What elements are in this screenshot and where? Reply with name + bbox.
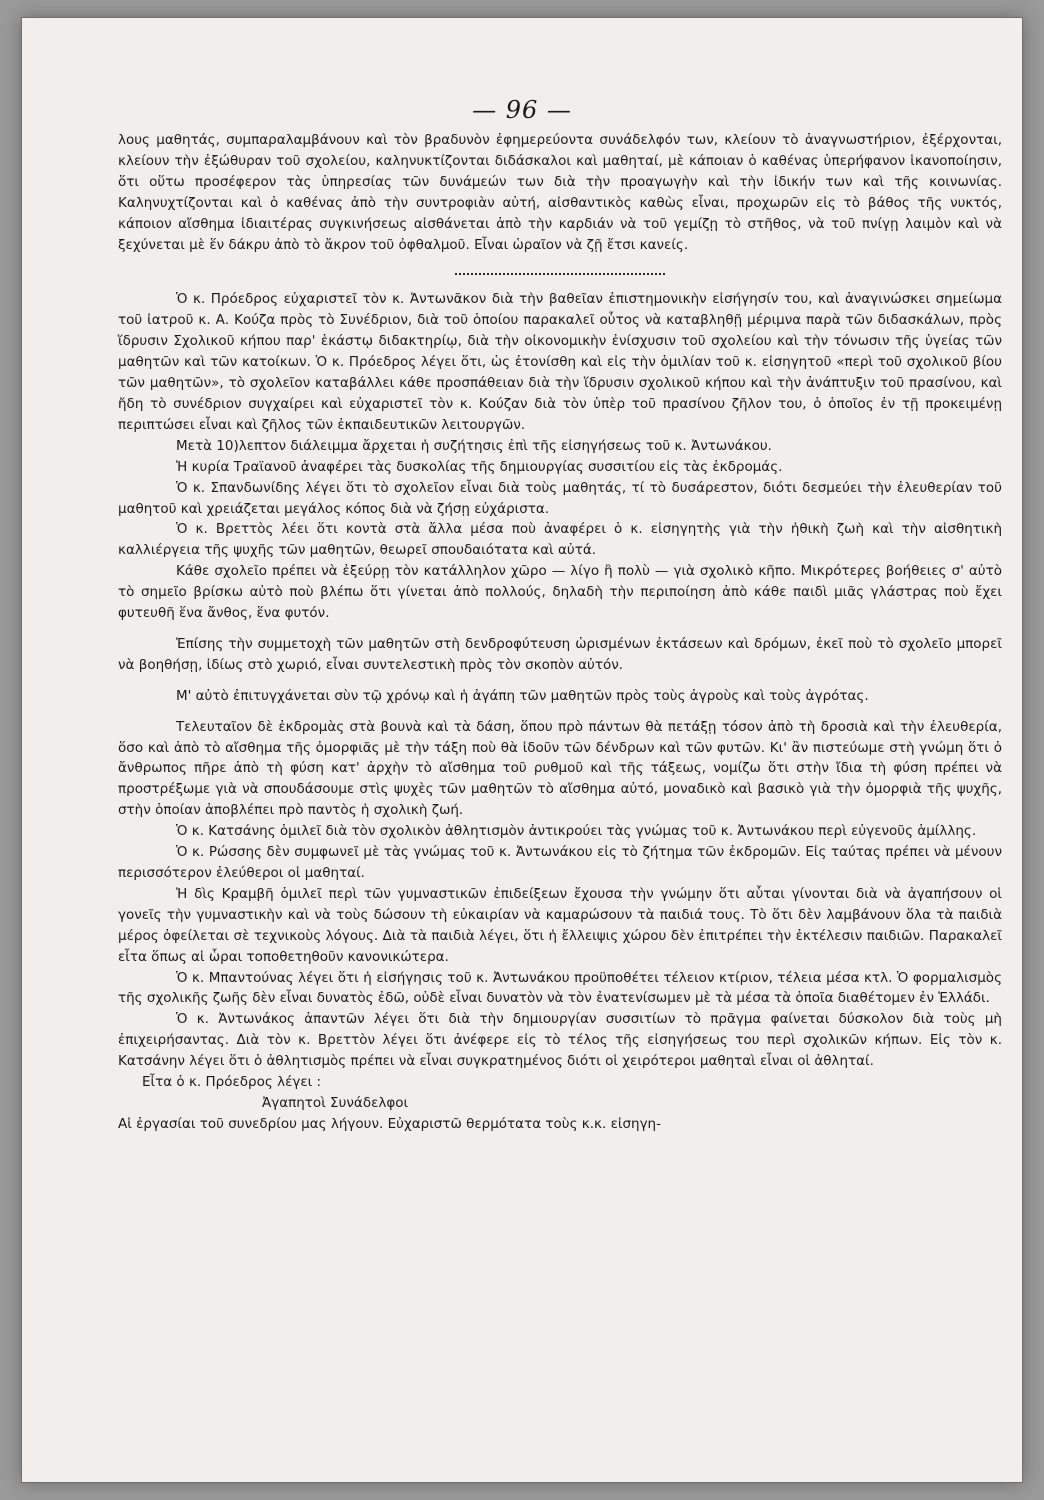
paragraph-school-garden: Κάθε σχολεῖο πρέπει νὰ ἐξεύρῃ τὸν κατάλληλον χῶρο — λίγο ἢ πολὺ — γιὰ σχολικὸ κῆπο. Μικρότερες βοήθειες σ' αὐτὸ τὸ σημεῖο βρίσκω αὐτὸ ποὺ βλέπω ὅτι γίνεται ἀπὸ πολλούς, δηλαδὴ τὴν περιποίηση ἀπὸ κάθε παιδὶ μιᾶς γλάστρας ποὺ ἔχει φυτευθῆ ἕνα ἄνθος, ἕνα φυτόν. <box>118 563 1002 622</box>
closing-line: Αἱ ἐργασίαι τοῦ συνεδρίου μας λήγουν. Εὐχαριστῶ θερμότατα τοὺς κ.κ. εἰσηγη- <box>118 1115 661 1132</box>
paragraph-brettos: Ὁ κ. Βρεττὸς λέει ὅτι κοντὰ στὰ ἄλλα μέσα ποὺ ἀναφέρει ὁ κ. εἰσηγητὴς γιὰ τὴν ἠθικὴ ζωὴ καὶ τὴν αἰσθητικὴ καλλιέργεια τῆς ψυχῆς τῶν μαθητῶν, θεωρεῖ σπουδαιότατα καὶ αὐτά. <box>118 521 1002 559</box>
section-divider <box>455 273 665 275</box>
presiding-line: Εἶτα ὁ κ. Πρόεδρος λέγει : <box>142 1074 322 1091</box>
paragraph-kramvi: Ἡ δὶς Κραμβῆ ὁμιλεῖ περὶ τῶν γυμναστικῶν ἐπιδείξεων ἔχουσα τὴν γνώμην ὅτι αὗται γίνονται διὰ νὰ ἀγαπήσουν οἱ γονεῖς τὴν γυμναστικὴν καὶ νὰ τοὺς δώσουν τὴ εὐκαιρίαν νὰ καμαρώσουν τὰ παιδιά τους. Τὸ ὅτι δὲν λαμβάνουν ὅλα τὰ παιδιὰ μέρος ὀφείλεται σὲ τεχνικοὺς λόγους. Διὰ τὰ παιδιὰ λέγει, ὅτι ἡ ἔλλειψις χώρου δὲν ἐπιτρέπει τὴν ἐκτέλεσιν παιδιῶν. Παρακαλεῖ εἶτα ὅπως αἱ ὧραι τοποθετηθοῦν κανονικώτερα. <box>118 885 1002 965</box>
document-page <box>22 18 1022 1482</box>
opening-paragraph: λους μαθητάς, συμπαραλαμβάνουν καὶ τὸν βραδυνὸν ἐφημερεύοντα συνάδελφόν των, κλείουν τὸ ἀναγνωστήριον, ἐξέρχονται, κλείουν τὴν ἐξώθυραν τοῦ σχολείου, καληνυκτίζονται διδάσκαλοι καὶ μαθηταί, μὲ κάποιαν ὁ καθένας ὑπερήφανον ἱκανοποίησιν, ὅτι οὕτω προσέφερον τὰς ὑπηρεσίας τῶν δυνάμεών των διὰ τὴν προαγωγὴν καὶ τὴν ἰδικήν των καὶ τῆς κοινωνίας. Καληνυχτίζονται καὶ ὁ καθένας ἀπὸ τὴν συντροφιὰν αὐτή, αἰσθαντικὸς καθὼς εἶναι, προχωρῶν εἰς τὸ βάθος τῆς νυκτός, κάποιον αἴσθημα ἰδιαιτέρας συγκινήσεως αἰσθάνεται ἀπὸ τὴν καρδιάν νὰ τοῦ γεμίζῃ τὸ στῆθος, νὰ τοῦ πνίγῃ λαιμὸν καὶ νὰ ξεχύνεται μὲ ἕν δάκρυ ἀπὸ τὸ ἄκρον τοῦ ὀφθαλμοῦ. Εἶναι ὡραῖον νὰ ζῇ ἔτσι κανείς. <box>118 132 1002 253</box>
paragraph-katsanis: Ὁ κ. Κατσάνης ὁμιλεῖ διὰ τὸν σχολικὸν ἀθλητισμὸν ἀντικρούει τὰς γνώμας τοῦ κ. Ἀντωνάκου περὶ εὐγενοῦς ἁμίλλης. <box>176 823 977 840</box>
paragraph-president-thanks: Ὁ κ. Πρόεδρος εὐχαριστεῖ τὸν κ. Ἀντωνᾶκον διὰ τὴν βαθεῖαν ἐπιστημονικὴν εἰσήγησίν του, καὶ ἀναγινώσκει σημείωμα τοῦ ἰατροῦ κ. Α. Κούζα πρὸς τὸ Συνέδριον, διὰ τοῦ ὁποίου παρακαλεῖ οὗτος νὰ καταβληθῇ μέριμνα παρὰ τῶν διδασκάλων, πρὸς ἵδρυσιν Σχολικοῦ κήπου παρ' ἑκάστῳ διδακτηρίῳ, διὰ τὴν οἰκονομικὴν ἐνίσχυσιν τοῦ σχολείου καὶ τὴν τόνωσιν τῆς ὑγείας τῶν μαθητῶν καὶ τῶν κατοίκων. Ὁ κ. Πρόεδρος λέγει ὅτι, ὡς ἐτονίσθη καὶ εἰς τὴν ὁμιλίαν τοῦ κ. εἰσηγητοῦ «περὶ τοῦ σχολικοῦ βίου τῶν μαθητῶν», τὸ σχολεῖον καταβάλλει κάθε προσπάθειαν διὰ τὴν ἵδρυσιν σχολικοῦ κήπου καὶ τὴν ἀνάπτυξιν τοῦ πρασίνου, καὶ ἤδη τὸ συνέδριον συγχαίρει καὶ εὐχαριστεῖ τὸν κ. Κούζαν διὰ τὸν ὑπὲρ τοῦ πρασίνου ζῆλον του, ὁ ὁποῖος ἐν τῇ προκειμένῃ περιπτώσει εἶναι καὶ ζῆλος τῶν ἐκπαιδευτικῶν λειτουργῶν. <box>118 291 1002 433</box>
paragraph-antonakos-reply: Ὁ κ. Ἀντωνάκος ἀπαντῶν λέγει ὅτι διὰ τὴν δημιουργίαν συσσιτίων τὸ πρᾶγμα φαίνεται δύσκολον διὰ τοὺς μὴ ἐπιχειρήσαντας. Διὰ τὸν κ. Βρεττὸν λέγει ὅτι ἀνέφερε εἰς τὸ τέλος τῆς εἰσηγήσεως του περὶ σχολικῶν κήπων. Εἰς τὸν κ. Κατσάνην λέγει ὅτι ὁ ἀθλητισμὸς πρέπει νὰ εἶναι συγκρατημένος διότι οἱ χειρότεροι μαθηταὶ εἶναι οἱ ἀθληταί. <box>118 1011 1002 1070</box>
paragraph-tree-planting: Ἐπίσης τὴν συμμετοχὴ τῶν μαθητῶν στὴ δενδροφύτευση ὡρισμένων ἐκτάσεων καὶ δρόμων, ἐκεῖ ποὺ τὸ σχολεῖο μπορεῖ νὰ βοηθήσῃ, ἰδίως στὸ χωριό, εἶναι συντελεστικὴ πρὸς τὸν σκοπὸν αὐτόν. <box>118 635 1002 673</box>
paragraph-bantounas: Ὁ κ. Μπαντούνας λέγει ὅτι ἡ εἰσήγησις τοῦ κ. Ἀντωνάκου προϋποθέτει τέλειον κτίριον, τέλεια μέσα κτλ. Ὁ φορμαλισμὸς τῆς σχολικῆς ζωῆς δὲν εἶναι δυνατὸς ἐδῶ, οὐδὲ εἶναι δυνατὸν νὰ τὸν ἐνατενίσωμεν μὲ τὰ μέσα τὰ ὁποῖα διαθέτομεν ἐν Ἑλλάδι. <box>118 969 1002 1007</box>
paragraph-discussion-start: Μετὰ 10)λεπτον διάλειμμα ἄρχεται ἡ συζήτησις ἐπὶ τῆς εἰσηγήσεως τοῦ κ. Ἀντωνάκου. <box>176 437 772 454</box>
page-number: — 96 — <box>472 96 572 124</box>
paragraph-traianou: Ἡ κυρία Τραϊανοῦ ἀναφέρει τὰς δυσκολίας τῆς δημιουργίας συσσιτίου εἰς τὰς ἐκδρομάς. <box>176 458 783 475</box>
salutation: Ἀγαπητοὶ Συνάδελφοι <box>262 1094 409 1111</box>
paragraph-spandonidis: Ὁ κ. Σπανδωνίδης λέγει ὅτι τὸ σχολεῖον εἶναι διὰ τοὺς μαθητάς, τί τὸ δυσάρεστον, διότι δεσμεύει τὴν ἐλευθερίαν τοῦ μαθητοῦ καὶ χρειάζεται μεγάλος κόπος διὰ νὰ ζήσῃ εὐχάριστα. <box>118 479 1002 517</box>
paragraph-love-of-fields: Μ' αὐτὸ ἐπιτυγχάνεται σὺν τῷ χρόνῳ καὶ ἡ ἀγάπη τῶν μαθητῶν πρὸς τοὺς ἀγροὺς καὶ τοὺς ἀγρότας. <box>176 687 869 704</box>
paragraph-excursions: Τελευταῖον δὲ ἐκδρομὰς στὰ βουνὰ καὶ τὰ δάση, ὅπου πρὸ πάντων θὰ πετάξῃ τόσον ἀπὸ τὴ δροσιὰ καὶ τὴν ἐλευθερία, ὅσο καὶ ἀπὸ τὸ αἴσθημα τῆς ὀμορφιᾶς μὲ τὴν τάξη ποὺ θὰ ἰδοῦν τῶν δένδρων καὶ τῶν φυτῶν. Κι' ἂν πιστεύωμε στὴ γνώμη ὅτι ὁ ἄνθρωπος πῆρε ἀπὸ τὴ φύση κατ' ἀρχὴν τὸ αἴσθημα τοῦ ρυθμοῦ καὶ τῆς τάξεως, νομίζω ὅτι στὴν ἴδια τὴ φύση πρέπει νὰ προστρέξωμε γιὰ νὰ σπουδάσουμε στὶς ψυχὲς τῶν μαθητῶν τὸ αἴσθημα αὐτό, μοναδικὸ καὶ βασικὸ γιὰ τὴν ὀμορφιὰ τῆς ψυχῆς, στὴν ὁποίαν ἀποβλέπει πρὸ παντὸς ἡ σχολικὴ ζωή. <box>118 718 1002 819</box>
body-text <box>118 130 1002 1135</box>
paragraph-rossis: Ὁ κ. Ρώσσης δὲν συμφωνεῖ μὲ τὰς γνώμας τοῦ κ. Ἀντωνάκου εἰς τὸ ζήτημα τῶν ἐκδρομῶν. Εἰς ταύτας πρέπει νὰ μένουν περισσότερον ἐλεύθεροι οἱ μαθηταί. <box>118 844 1002 881</box>
